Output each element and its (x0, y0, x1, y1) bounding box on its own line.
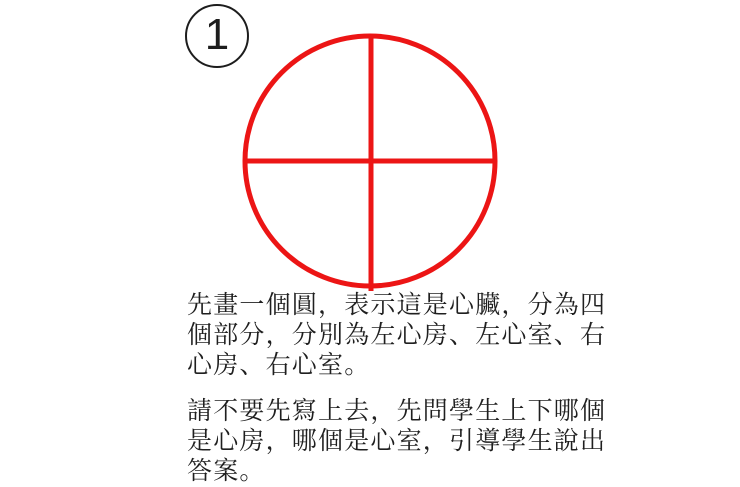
text-line: 個部分，分別為左心房、左心室、右 (187, 322, 607, 349)
step-number: 1 (204, 10, 230, 59)
instruction-paragraph-1 (187, 291, 607, 381)
text-line: 請不要先寫上去，先問學生上下哪個 (187, 398, 607, 425)
text-line: 是心房，哪個是心室，引導學生說出 (187, 428, 607, 455)
text-line: 心房、右心室。 (187, 352, 371, 379)
instruction-paragraph-2 (187, 397, 607, 487)
instruction-text (187, 291, 607, 487)
text-line: 先畫一個圓，表示這是心臟，分為四 (187, 292, 607, 319)
heart-circle-diagram (239, 33, 501, 295)
text-line: 答案。 (187, 458, 266, 485)
